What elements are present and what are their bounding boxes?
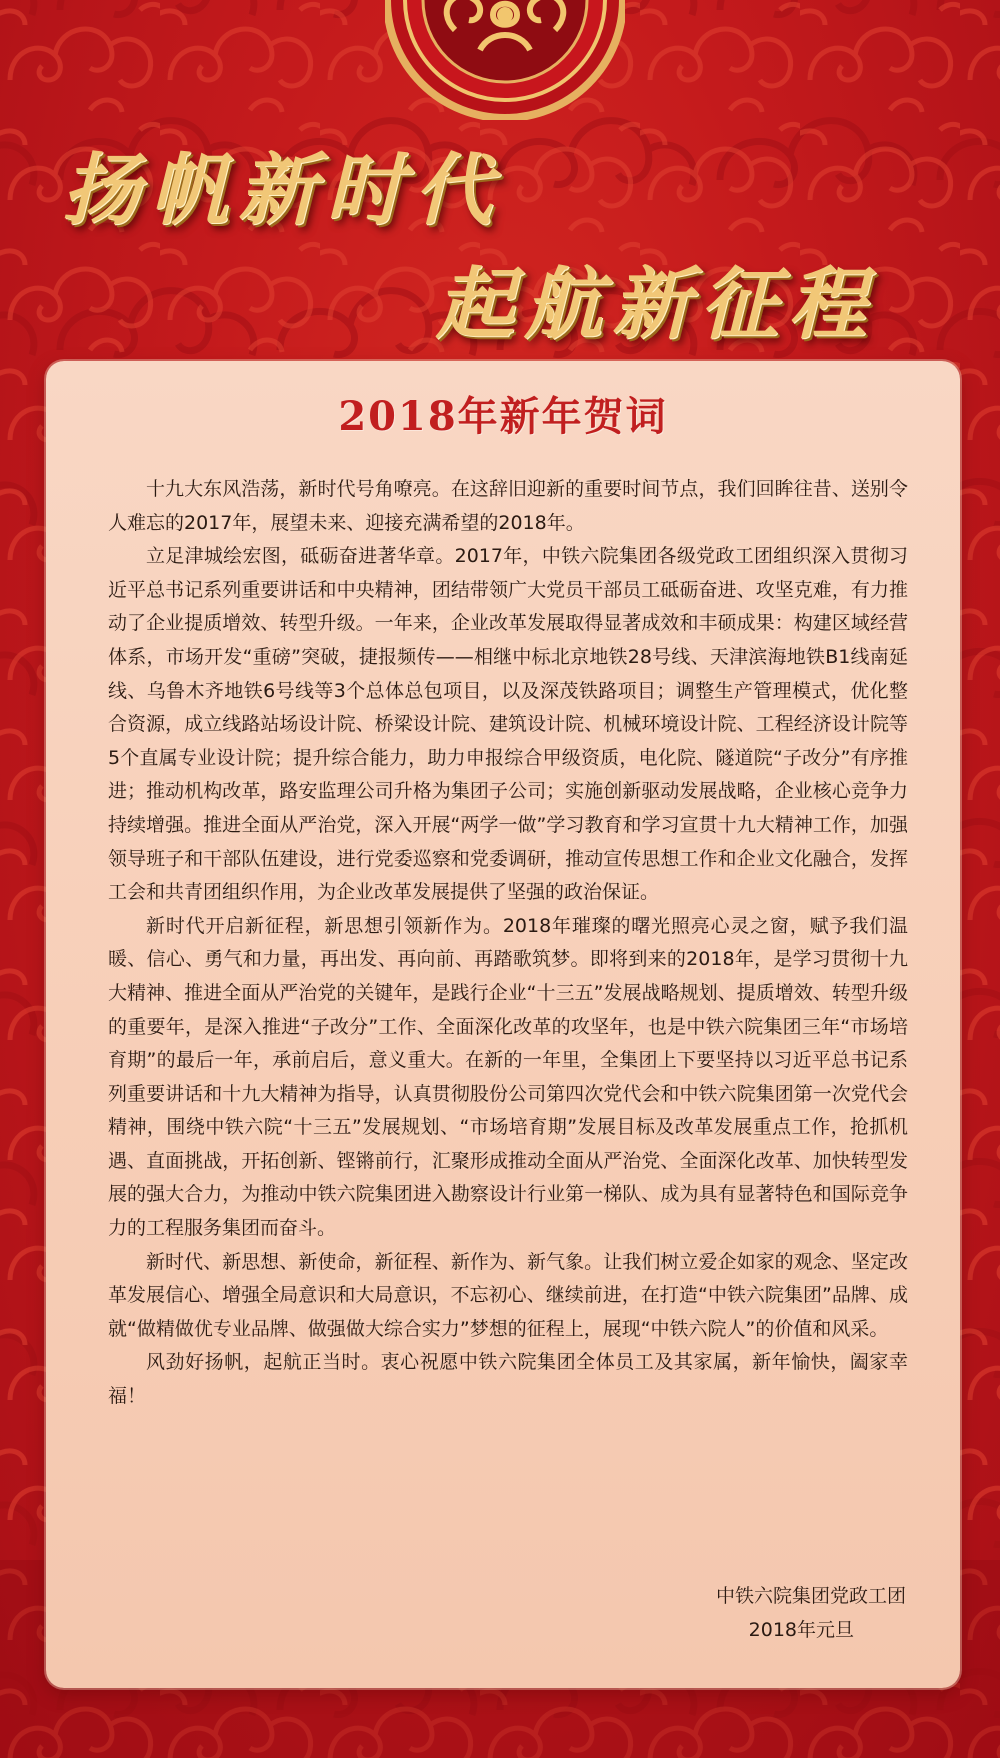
letter-paragraph: 新时代、新思想、新使命，新征程、新作为、新气象。让我们树立爱企如家的观念、坚定改革发展信心、增强全局意识和大局意识，不忘初心、继续前进，在打造“中铁六院集团”品牌、成就“做精做优专业品牌、做强做大综合实力”梦想的征程上，展现“中铁六院人”的价值和风采。 — [108, 1250, 908, 1340]
letter-card — [46, 361, 960, 1688]
letter-paragraph: 十九大东风浩荡，新时代号角嘹亮。在这辞旧迎新的重要时间节点，我们回眸往昔、送别令人难忘的2017年，展望未来、迎接充满希望的2018年。 — [108, 478, 908, 534]
letter-heading: 2018年新年贺词 — [338, 393, 668, 440]
signature-date: 2018年元旦 — [748, 1619, 854, 1641]
letter-paragraph: 风劲好扬帆，起航正当时。衷心祝愿中铁六院集团全体员工及其家属，新年愉快，阖家幸福！ — [108, 1351, 908, 1408]
chinese-knot-emblem-icon — [385, 0, 625, 120]
letter-paragraph: 新时代开启新征程，新思想引领新作为。2018年璀璨的曙光照亮心灵之窗，赋予我们温暖、信心、勇气和力量，再出发、再向前、再踏歌筑梦。即将到来的2018年，是学习贯彻十九大精神、推进全面从严治党的关键年，是践行企业“十三五”发展战略规划、提质增效、转型升级的重要年，是深入推进“子改分”工作、全面深化改革的攻坚年，也是中铁六院集团三年“市场培育期”的最后一年，承前启后，意义重大。在新的一年里，全集团上下要坚持以习近平总书记系列重要讲话和十九大精神为指导，认真贯彻股份公司第四次党代会和中铁六院集团第一次党代会精神，围绕中铁六院“十三五”发展规划、“市场培育期”发展目标及改革发展重点工作，抢抓机遇、直面挑战，开拓创新、铿锵前行，汇聚形成推动全面从严治党、全面深化改革、加快转型发展的强大合力，为推动中铁六院集团进入勘察设计行业第一梯队、成为具有显著特色和国际竞争力的工程服务集团而奋斗。 — [108, 914, 908, 1240]
title-line-1: 扬帆新时代 — [62, 145, 503, 236]
letter-paragraph: 立足津城绘宏图，砥砺奋进著华章。2017年，中铁六院集团各级党政工团组织深入贯彻习近平总书记系列重要讲话和中央精神，团结带领广大党员干部员工砥砺奋进、攻坚克难，有力推动了企业提质增效、转型升级。一年来，企业改革发展取得显著成效和丰硕成果：构建区域经营体系，市场开发“重磅”突破，捷报频传——相继中标北京地铁28号线、天津滨海地铁B1线南延线、乌鲁木齐地铁6号线等3个总体总包项目，以及深茂铁路项目；调整生产管理模式，优化整合资源，成立线路站场设计院、桥梁设计院、建筑设计院、机械环境设计院、工程经济设计院等5个直属专业设计院；提升综合能力，助力申报综合甲级资质，电化院、隧道院“子改分”有序推进；推动机构改革，路安监理公司升格为集团子公司；实施创新驱动发展战略，企业核心竞争力持续增强。推进全面从严治党，深入开展“两学一做”学习教育和学习宣贯十九大精神工作，加强领导班子和干部队伍建设，进行党委巡察和党委调研，推动宣传思想工作和企业文化融合，发挥工会和共青团组织作用，为企业改革发展提供了坚强的政治保证。 — [108, 545, 908, 904]
signature-block — [646, 1579, 906, 1647]
title-line-2: 起航新征程 — [436, 259, 877, 350]
letter-body — [108, 473, 908, 1414]
signature-org: 中铁六院集团党政工团 — [715, 1585, 906, 1607]
